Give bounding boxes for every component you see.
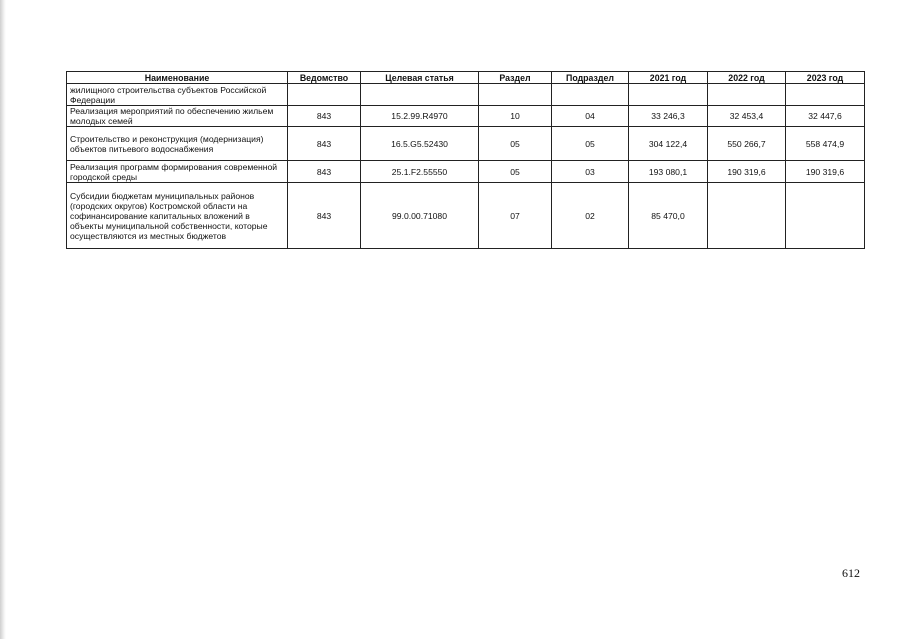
cell-2022: 550 266,7 xyxy=(708,127,786,161)
scan-edge-shadow xyxy=(0,0,6,639)
cell-article: 16.5.G5.52430 xyxy=(361,127,479,161)
header-name: Наименование xyxy=(67,72,288,84)
cell-article xyxy=(361,84,479,106)
cell-subsection: 04 xyxy=(552,106,629,127)
cell-subsection: 05 xyxy=(552,127,629,161)
cell-agency xyxy=(288,84,361,106)
table-row xyxy=(67,183,865,249)
header-2022: 2022 год xyxy=(708,72,786,84)
cell-2023: 32 447,6 xyxy=(786,106,865,127)
cell-subsection: 02 xyxy=(552,183,629,249)
header-target-article: Целевая статья xyxy=(361,72,479,84)
budget-table xyxy=(66,71,865,249)
cell-2021: 304 122,4 xyxy=(629,127,708,161)
table-row xyxy=(67,127,865,161)
cell-2022: 32 453,4 xyxy=(708,106,786,127)
cell-agency: 843 xyxy=(288,161,361,183)
cell-name: Строительство и реконструкция (модернизация) объектов питьевого водоснабжения xyxy=(67,127,288,161)
cell-section: 07 xyxy=(479,183,552,249)
cell-subsection: 03 xyxy=(552,161,629,183)
header-subsection: Подраздел xyxy=(552,72,629,84)
cell-2021: 33 246,3 xyxy=(629,106,708,127)
header-2021: 2021 год xyxy=(629,72,708,84)
cell-section: 05 xyxy=(479,127,552,161)
cell-2022: 190 319,6 xyxy=(708,161,786,183)
cell-name: Реализация программ формирования современной городской среды xyxy=(67,161,288,183)
table-header-row xyxy=(67,72,865,84)
cell-2021: 85 470,0 xyxy=(629,183,708,249)
cell-2023 xyxy=(786,183,865,249)
cell-name: Реализация мероприятий по обеспечению жильем молодых семей xyxy=(67,106,288,127)
table-row xyxy=(67,84,865,106)
cell-name: жилищного строительства субъектов Российской Федерации xyxy=(67,84,288,106)
cell-agency: 843 xyxy=(288,127,361,161)
header-agency: Ведомство xyxy=(288,72,361,84)
header-section: Раздел xyxy=(479,72,552,84)
cell-section: 05 xyxy=(479,161,552,183)
cell-2021 xyxy=(629,84,708,106)
cell-agency: 843 xyxy=(288,106,361,127)
page-number: 612 xyxy=(842,566,860,580)
cell-2023 xyxy=(786,84,865,106)
cell-2023: 558 474,9 xyxy=(786,127,865,161)
table-row xyxy=(67,106,865,127)
cell-subsection xyxy=(552,84,629,106)
header-2023: 2023 год xyxy=(786,72,865,84)
cell-article: 15.2.99.R4970 xyxy=(361,106,479,127)
cell-article: 25.1.F2.55550 xyxy=(361,161,479,183)
cell-2022 xyxy=(708,183,786,249)
cell-2023: 190 319,6 xyxy=(786,161,865,183)
cell-2021: 193 080,1 xyxy=(629,161,708,183)
table-row xyxy=(67,161,865,183)
cell-2022 xyxy=(708,84,786,106)
cell-name: Субсидии бюджетам муниципальных районов (городских округов) Костромской области на софинансирование капитальных вложений в объекты муниципальной собственности, которые осуществляются из местных бюджетов xyxy=(67,183,288,249)
cell-section: 10 xyxy=(479,106,552,127)
cell-article: 99.0.00.71080 xyxy=(361,183,479,249)
cell-section xyxy=(479,84,552,106)
cell-agency: 843 xyxy=(288,183,361,249)
